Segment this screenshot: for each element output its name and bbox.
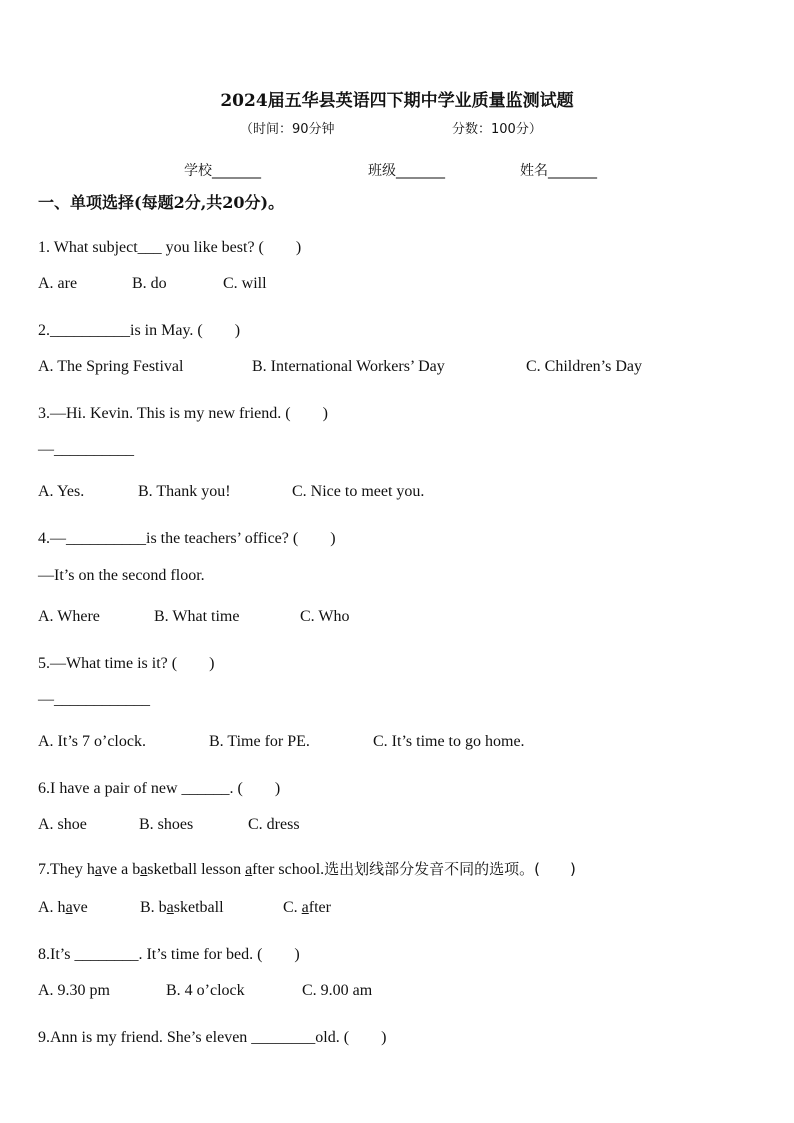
- option-a: [38, 899, 140, 917]
- option-a: A. 9.30 pm: [38, 982, 110, 999]
- question-3-options: [38, 483, 424, 501]
- section-heading: 一、单项选择(每题2分,共20分)。: [38, 193, 285, 212]
- option-c: C. It’s time to go home.: [373, 733, 525, 750]
- option-c: C. 9.00 am: [302, 982, 373, 999]
- option-b: [140, 899, 283, 917]
- question-4-answer-line: —It’s on the second floor.: [38, 567, 205, 584]
- option-a: A. It’s 7 o’clock.: [38, 733, 146, 750]
- option-b: B. International Workers’ Day: [252, 358, 445, 375]
- question-6-stem: 6.I have a pair of new ______. ( ): [38, 780, 281, 797]
- question-8-options: [38, 982, 372, 1000]
- option-b: B. shoes: [139, 816, 194, 833]
- underlined-letter: a: [94, 861, 102, 878]
- option-c: C. dress: [248, 816, 300, 833]
- question-9-stem: 9.Ann is my friend. She’s eleven ________old. ( ): [38, 1029, 387, 1046]
- question-7-stem: [38, 858, 576, 879]
- question-7-options: [38, 899, 331, 917]
- option-a: A. shoe: [38, 816, 87, 833]
- option-text: B. b: [140, 899, 167, 916]
- stem-text: sketball lesson: [147, 861, 246, 878]
- class-field: 班级_______: [368, 163, 445, 179]
- stem-text: ve a b: [101, 861, 141, 878]
- exam-time: （时间：90分钟: [240, 122, 335, 137]
- stem-text: fter school.: [252, 861, 325, 878]
- question-5-answer-line: —____________: [38, 691, 150, 708]
- question-5-options: [38, 733, 525, 751]
- option-c: C. Who: [300, 608, 350, 625]
- option-b: B. Time for PE.: [209, 733, 310, 750]
- option-b: B. 4 o’clock: [166, 982, 245, 999]
- option-a: A. The Spring Festival: [38, 358, 184, 375]
- option-b: B. What time: [154, 608, 240, 625]
- option-a: A. Yes.: [38, 483, 85, 500]
- option-c: C. Children’s Day: [526, 358, 642, 375]
- school-field: 学校_______: [184, 163, 261, 179]
- question-8-stem: 8.It’s ________. It’s time for bed. ( ): [38, 946, 300, 963]
- question-4-options: [38, 608, 349, 626]
- stem-text: 7.They h: [38, 861, 95, 878]
- question-4-stem: 4.—__________is the teachers’ office? ( ): [38, 530, 336, 547]
- exam-score: 分数：100分）: [452, 122, 542, 137]
- question-3-answer-line: —__________: [38, 441, 134, 458]
- question-1-stem: 1. What subject___ you like best? ( ): [38, 239, 302, 256]
- question-1-options: [38, 275, 267, 293]
- stem-instruction: 选出划线部分发音不同的选项。( ): [324, 860, 576, 878]
- underlined-letter: a: [140, 861, 148, 878]
- option-text: C.: [283, 899, 302, 916]
- question-2-options: [38, 358, 642, 376]
- underlined-letter: a: [65, 899, 73, 916]
- option-c: C. Nice to meet you.: [292, 483, 425, 500]
- question-2-stem: 2.__________is in May. ( ): [38, 322, 241, 339]
- question-5-stem: 5.—What time is it? ( ): [38, 655, 215, 672]
- underlined-letter: a: [166, 899, 174, 916]
- option-c: C. will: [223, 275, 267, 292]
- option-text: ve: [72, 899, 88, 916]
- question-3-stem: 3.—Hi. Kevin. This is my new friend. ( ): [38, 405, 328, 422]
- underlined-letter: a: [245, 861, 253, 878]
- option-b: B. do: [132, 275, 167, 292]
- exam-title: 2024届五华县英语四下期中学业质量监测试题: [220, 91, 574, 111]
- option-c: [283, 899, 331, 917]
- option-text: sketball: [173, 899, 224, 916]
- name-field: 姓名_______: [520, 163, 597, 179]
- option-text: A. h: [38, 899, 66, 916]
- option-text: fter: [308, 899, 331, 916]
- underlined-letter: a: [301, 899, 309, 916]
- option-b: B. Thank you!: [138, 483, 231, 500]
- question-6-options: [38, 816, 300, 834]
- option-a: A. are: [38, 275, 78, 292]
- option-a: A. Where: [38, 608, 100, 625]
